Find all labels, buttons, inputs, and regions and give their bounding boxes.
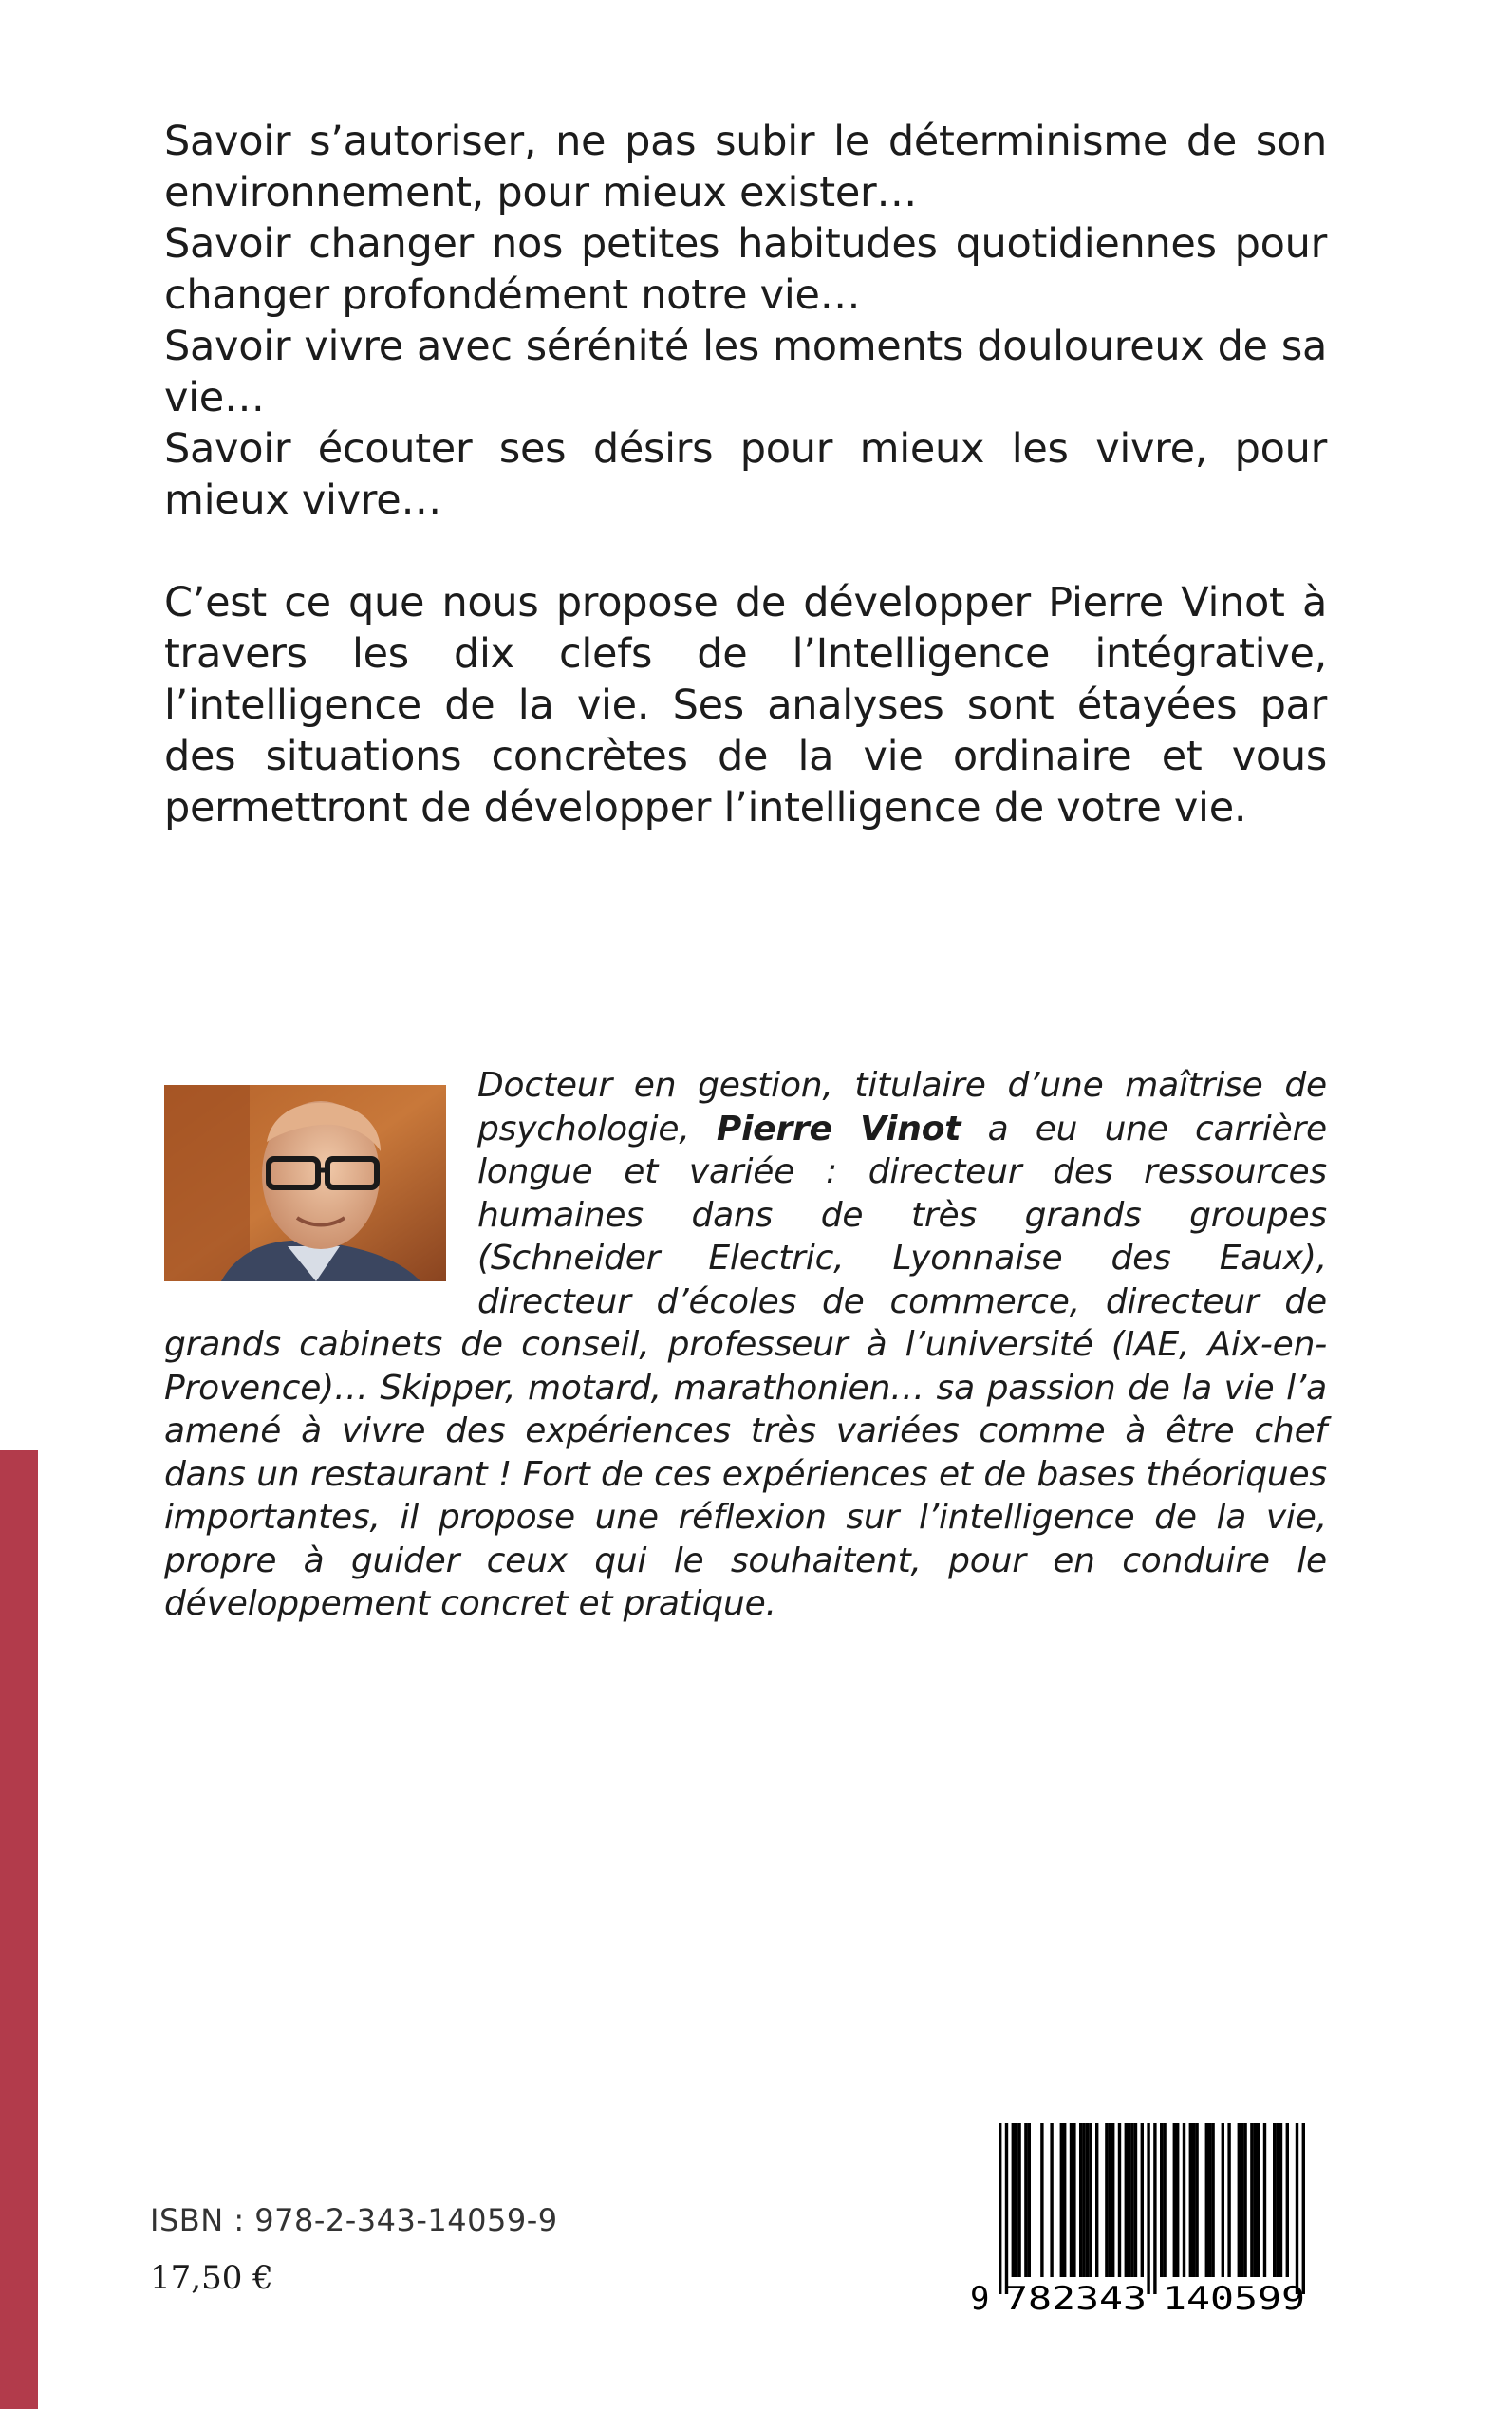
isbn-label: ISBN : 978-2-343-14059-9	[150, 2202, 558, 2238]
barcode-bar	[1109, 2123, 1111, 2277]
barcode-bar	[1176, 2123, 1179, 2277]
barcode-bar	[1195, 2123, 1198, 2277]
paragraph-gap	[164, 526, 1327, 577]
barcode-bar	[1111, 2123, 1114, 2277]
barcode-group-left: 782343	[1004, 2280, 1147, 2314]
barcode-bar	[1028, 2123, 1031, 2277]
photo-float-spacer	[164, 1064, 477, 1311]
barcode-bar	[1153, 2123, 1156, 2294]
barcode-bar	[1017, 2123, 1020, 2277]
barcode-bar	[1241, 2123, 1243, 2277]
blurb-line-1: Savoir s’autoriser, ne pas subir le déterminisme de son environnement, pour mieux exister…	[164, 118, 1327, 216]
barcode-first-digit: 9	[970, 2280, 990, 2314]
barcode-bar	[1227, 2123, 1230, 2277]
barcode-bar	[1134, 2123, 1137, 2277]
barcode-bar	[1118, 2123, 1121, 2277]
barcode-bar	[1276, 2123, 1279, 2277]
barcode-bar	[1254, 2123, 1257, 2277]
barcode-bar	[1073, 2123, 1075, 2277]
barcode-bar	[1040, 2123, 1043, 2277]
barcode-bar	[1070, 2123, 1073, 2277]
barcode-bar	[1279, 2123, 1282, 2277]
blurb-line-4: Savoir écouter ses désirs pour mieux les vivre, pour mieux vivre…	[164, 425, 1327, 524]
barcode-bar	[1286, 2123, 1289, 2277]
barcode-bar	[1208, 2123, 1211, 2277]
barcode-bar	[1095, 2123, 1098, 2277]
barcode-bar	[1238, 2123, 1241, 2277]
barcode-bar	[1183, 2123, 1185, 2277]
barcode-bar	[1160, 2123, 1163, 2277]
author-bio	[164, 1064, 1327, 1626]
barcode-bar	[1086, 2123, 1089, 2277]
author-bio-intro: Docteur en gestion, titulaire d’une maîtrise de psychologie,	[477, 1066, 1327, 1148]
price-label: 17,50 €	[150, 2259, 273, 2297]
barcode-bar	[1147, 2123, 1149, 2294]
barcode-bar	[1296, 2123, 1298, 2294]
barcode-bar	[1105, 2123, 1108, 2277]
barcode-bar	[1192, 2123, 1195, 2277]
barcode-bar	[1050, 2123, 1053, 2277]
back-cover-blurb	[164, 116, 1327, 833]
barcode-bar	[1205, 2123, 1208, 2277]
barcode-bar	[1173, 2123, 1176, 2277]
barcode-bar	[1273, 2123, 1276, 2277]
blurb-line-3: Savoir vivre avec sérénité les moments douloureux de sa vie…	[164, 323, 1327, 421]
barcode-bar	[1060, 2123, 1063, 2277]
blurb-line-2: Savoir changer nos petites habitudes quotidiennes pour changer profondément notre vie…	[164, 220, 1327, 319]
author-bio-rest: a eu une carrière longue et variée : directeur des ressources humaines dans de très grands groupes (Schneider Electric, Lyonnaise des Eaux), directeur d’écoles de commerce, directeur de grands cabinets de conseil, professeur à l’université (IAE, Aix-en-Provence)… Skipper, motard, marathonien… sa passion de la vie l’a amené à vivre des expériences très variées comme à être chef dans un restaurant ! Fort de ces expériences et de bases théoriques importantes, il propose une réflexion sur l’intelligence de la vie, propre à guider ceux qui le souhaitent, pour en conduire le développement concret et pratique.	[164, 1109, 1327, 1623]
barcode-bar	[1125, 2123, 1128, 2277]
author-name: Pierre Vinot	[716, 1109, 961, 1148]
spine-accent-bar	[0, 1450, 38, 2409]
barcode-bar	[1130, 2123, 1133, 2277]
barcode-bar	[1211, 2123, 1214, 2277]
barcode-bar	[1089, 2123, 1092, 2277]
barcode-bar	[1141, 2123, 1144, 2277]
barcode-bar	[1079, 2123, 1082, 2277]
barcode-bar	[1015, 2123, 1017, 2277]
barcode-bar	[1302, 2123, 1305, 2294]
barcode-bar	[1012, 2123, 1015, 2277]
barcode-bar	[1222, 2123, 1224, 2277]
barcode	[959, 2120, 1338, 2314]
barcode-bar	[1128, 2123, 1130, 2277]
barcode-bar	[1024, 2123, 1027, 2277]
barcode-bar	[1082, 2123, 1085, 2277]
barcode-bar	[999, 2123, 1001, 2294]
barcode-group-right: 140599	[1163, 2280, 1305, 2314]
barcode-bar	[1250, 2123, 1253, 2277]
barcode-bar	[1063, 2123, 1066, 2277]
barcode-bar	[1263, 2123, 1266, 2277]
barcode-bar	[1005, 2123, 1008, 2294]
barcode-bar	[1257, 2123, 1260, 2277]
barcode-bar	[1189, 2123, 1192, 2277]
barcode-bar	[1243, 2123, 1246, 2277]
blurb-paragraph-2: C’est ce que nous propose de développer Pierre Vinot à travers les dix clefs de l’Intelligence intégrative, l’intelligence de la vie. Ses analyses sont étayées par des situations concrètes de la vie ordinaire et vous permettront de développer l’intelligence de votre vie.	[164, 579, 1327, 831]
barcode-bar	[1163, 2123, 1166, 2277]
